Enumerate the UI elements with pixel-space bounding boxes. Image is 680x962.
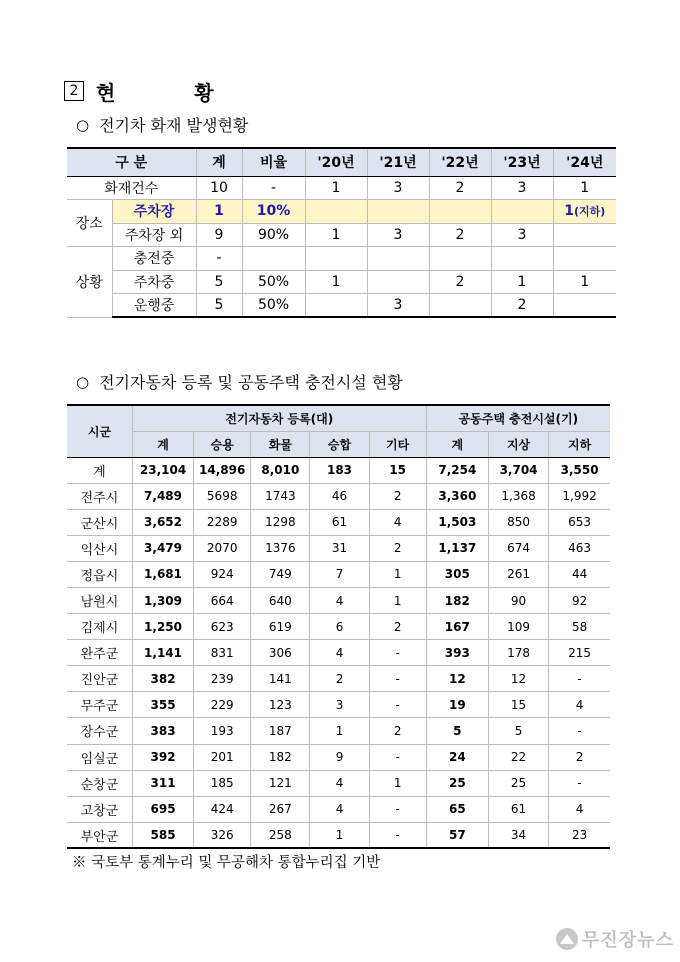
- table-cell: 585: [132, 822, 193, 848]
- row-label: 충전중: [112, 247, 196, 271]
- bullet-circle: ○: [76, 372, 90, 391]
- table-cell: [553, 247, 616, 271]
- table-cell: 90%: [242, 223, 305, 247]
- table-cell: -: [196, 247, 242, 271]
- table-cell: 65: [426, 796, 488, 822]
- header-ev-cargo: 화물: [251, 431, 310, 457]
- table-row: [67, 796, 610, 822]
- table-cell: 311: [132, 770, 193, 796]
- table-cell: 2: [429, 176, 491, 200]
- table-cell: 61: [488, 796, 548, 822]
- table-cell: 1376: [251, 535, 310, 561]
- subheading-ev: [76, 370, 403, 393]
- table-row: [67, 294, 616, 318]
- table-cell: 749: [251, 561, 310, 587]
- table-cell: 653: [549, 509, 610, 535]
- table-cell: 24: [426, 744, 488, 770]
- table-cell: 355: [132, 692, 193, 718]
- table-cell: 14,896: [194, 457, 251, 483]
- table-cell: 695: [132, 796, 193, 822]
- table-cell: 2070: [194, 535, 251, 561]
- table-cell: -: [549, 770, 610, 796]
- table-cell: 619: [251, 614, 310, 640]
- table-row: [67, 509, 610, 535]
- table-cell: [429, 200, 491, 224]
- table-row: [67, 561, 610, 587]
- region-cell: 부안군: [67, 822, 132, 848]
- table-row: [67, 666, 610, 692]
- table-cell: 7,489: [132, 483, 193, 509]
- region-cell: 장수군: [67, 718, 132, 744]
- row-label: 주차중: [112, 270, 196, 294]
- ev-header-row-1: [67, 405, 610, 431]
- region-cell: 순창군: [67, 770, 132, 796]
- fire-header-row: [67, 148, 616, 176]
- table-cell: 121: [251, 770, 310, 796]
- table-cell: [305, 200, 367, 224]
- table-cell: 4: [549, 796, 610, 822]
- table-cell: 44: [549, 561, 610, 587]
- table-cell: 1: [491, 270, 553, 294]
- table-cell: 831: [194, 640, 251, 666]
- row-label: 주차장: [112, 200, 196, 224]
- table-cell: 3,479: [132, 535, 193, 561]
- header-2024: '24년: [553, 148, 616, 176]
- table-cell: 1: [305, 223, 367, 247]
- table-cell: 306: [251, 640, 310, 666]
- table-cell: 9: [310, 744, 369, 770]
- table-cell: 31: [310, 535, 369, 561]
- table-cell: 178: [488, 640, 548, 666]
- region-cell: 임실군: [67, 744, 132, 770]
- table-cell: 109: [488, 614, 548, 640]
- header-category: 구 분: [67, 148, 196, 176]
- table-row: [67, 614, 610, 640]
- fire-incident-table: [67, 147, 616, 318]
- table-cell: -: [549, 718, 610, 744]
- table-cell: 90: [488, 587, 548, 613]
- table-cell: 1298: [251, 509, 310, 535]
- ev-registration-table: [67, 404, 610, 849]
- table-cell: 187: [251, 718, 310, 744]
- header-ev-van: 승합: [310, 431, 369, 457]
- table-cell: 1: [196, 200, 242, 224]
- table-cell: [491, 200, 553, 224]
- table-cell: 25: [488, 770, 548, 796]
- table-cell: [305, 294, 367, 318]
- table-cell: 383: [132, 718, 193, 744]
- table-cell: 1: [310, 822, 369, 848]
- table-cell: 15: [369, 457, 426, 483]
- table-cell: 2: [491, 294, 553, 318]
- table-cell: 23: [549, 822, 610, 848]
- table-cell: 25: [426, 770, 488, 796]
- subheading-ev-text: 전기자동차 등록 및 공동주택 충전시설 현황: [99, 373, 403, 392]
- table-cell: 10: [196, 176, 242, 200]
- table-row: [67, 535, 610, 561]
- table-cell: 12: [426, 666, 488, 692]
- table-cell: 1: [553, 270, 616, 294]
- ev-header-row-2: [67, 431, 610, 457]
- table-cell: 1,681: [132, 561, 193, 587]
- table-cell: 1,141: [132, 640, 193, 666]
- table-cell: [491, 247, 553, 271]
- table-cell: 305: [426, 561, 488, 587]
- table-cell: 215: [549, 640, 610, 666]
- table-cell: 3,652: [132, 509, 193, 535]
- table-cell: 1,503: [426, 509, 488, 535]
- table-cell: 201: [194, 744, 251, 770]
- table-cell: 664: [194, 587, 251, 613]
- table-cell: 2: [429, 223, 491, 247]
- header-2023: '23년: [491, 148, 553, 176]
- table-cell: 6: [310, 614, 369, 640]
- header-charge-total: 계: [426, 431, 488, 457]
- region-cell: 무주군: [67, 692, 132, 718]
- group-label-place: 장소: [67, 200, 112, 247]
- table-cell: 5: [196, 294, 242, 318]
- table-cell: 3,360: [426, 483, 488, 509]
- table-cell: [553, 223, 616, 247]
- region-cell: 익산시: [67, 535, 132, 561]
- table-cell: 382: [132, 666, 193, 692]
- region-cell: 진안군: [67, 666, 132, 692]
- header-ev-passenger: 승용: [194, 431, 251, 457]
- table-cell: 674: [488, 535, 548, 561]
- table-cell: 5: [488, 718, 548, 744]
- table-cell: 57: [426, 822, 488, 848]
- table-cell: 2: [369, 535, 426, 561]
- table-cell: 183: [310, 457, 369, 483]
- group-label-status: 상황: [67, 247, 112, 318]
- table-cell: 4: [310, 587, 369, 613]
- table-cell: [553, 294, 616, 318]
- table-cell: 123: [251, 692, 310, 718]
- table-cell: 258: [251, 822, 310, 848]
- bullet-circle: ○: [76, 115, 90, 134]
- header-ev-group: 전기자동차 등록(대): [132, 405, 426, 431]
- table-cell: -: [369, 796, 426, 822]
- table-cell: -: [369, 822, 426, 848]
- table-cell: 4: [310, 796, 369, 822]
- section-number: 2: [64, 81, 84, 101]
- table-cell: [367, 270, 429, 294]
- subheading-fire: [76, 113, 248, 136]
- table-cell: 182: [426, 587, 488, 613]
- header-2021: '21년: [367, 148, 429, 176]
- table-cell: 1,992: [549, 483, 610, 509]
- table-cell: 2: [369, 483, 426, 509]
- table-row: [67, 640, 610, 666]
- table-cell: 3,704: [488, 457, 548, 483]
- region-cell: 남원시: [67, 587, 132, 613]
- cell-note: (지하): [573, 205, 606, 219]
- table-cell: 267: [251, 796, 310, 822]
- table-cell: 3: [367, 294, 429, 318]
- table-row: [67, 270, 616, 294]
- table-cell: 23,104: [132, 457, 193, 483]
- table-cell: 623: [194, 614, 251, 640]
- table-row: [67, 247, 616, 271]
- table-cell: 167: [426, 614, 488, 640]
- table-cell: 5: [426, 718, 488, 744]
- region-cell: 완주군: [67, 640, 132, 666]
- header-total: 계: [196, 148, 242, 176]
- header-2022: '22년: [429, 148, 491, 176]
- cell-value: 1: [564, 203, 574, 220]
- table-cell: 463: [549, 535, 610, 561]
- watermark-logo-icon: [556, 928, 578, 950]
- table-row: [67, 822, 610, 848]
- table-cell: 10%: [242, 200, 305, 224]
- table-cell: 4: [310, 640, 369, 666]
- row-label: 주차장 외: [112, 223, 196, 247]
- table-cell: 9: [196, 223, 242, 247]
- table-cell: -: [369, 640, 426, 666]
- table-cell: 850: [488, 509, 548, 535]
- table-row: [67, 457, 610, 483]
- table-row: [67, 223, 616, 247]
- footnote: ※ 국토부 통계누리 및 무공해차 통합누리집 기반: [72, 855, 381, 871]
- header-charge-group: 공동주택 충전시설(기): [426, 405, 610, 431]
- table-cell: -: [369, 666, 426, 692]
- table-cell: [242, 247, 305, 271]
- region-cell: 전주시: [67, 483, 132, 509]
- table-cell: 182: [251, 744, 310, 770]
- table-cell: 5: [196, 270, 242, 294]
- table-cell: 7: [310, 561, 369, 587]
- table-cell: 1: [305, 176, 367, 200]
- table-cell: 2: [549, 744, 610, 770]
- row-label: 화재건수: [67, 176, 196, 200]
- table-cell: 2: [310, 666, 369, 692]
- table-cell: [305, 247, 367, 271]
- row-label: 운행중: [112, 294, 196, 318]
- table-row: [67, 718, 610, 744]
- table-cell: 46: [310, 483, 369, 509]
- table-cell: 3: [310, 692, 369, 718]
- table-cell: [429, 294, 491, 318]
- table-cell: 2289: [194, 509, 251, 535]
- table-cell: [553, 200, 616, 224]
- table-cell: 4: [369, 509, 426, 535]
- table-cell: 1743: [251, 483, 310, 509]
- watermark-text: 무진장뉴스: [582, 930, 674, 951]
- table-cell: -: [369, 692, 426, 718]
- table-cell: 229: [194, 692, 251, 718]
- table-cell: 50%: [242, 294, 305, 318]
- table-cell: 1: [369, 561, 426, 587]
- table-cell: -: [549, 666, 610, 692]
- ev-table-body: [67, 457, 610, 848]
- table-cell: 261: [488, 561, 548, 587]
- table-cell: 92: [549, 587, 610, 613]
- table-cell: 141: [251, 666, 310, 692]
- table-cell: 4: [310, 770, 369, 796]
- region-cell: 계: [67, 457, 132, 483]
- table-cell: 1: [553, 176, 616, 200]
- table-cell: [367, 200, 429, 224]
- table-cell: 4: [549, 692, 610, 718]
- table-cell: -: [242, 176, 305, 200]
- region-cell: 군산시: [67, 509, 132, 535]
- table-row: [67, 200, 616, 224]
- table-cell: -: [369, 744, 426, 770]
- header-charge-ground: 지상: [488, 431, 548, 457]
- table-cell: 424: [194, 796, 251, 822]
- table-cell: [367, 247, 429, 271]
- table-cell: 3: [491, 223, 553, 247]
- table-cell: 1,250: [132, 614, 193, 640]
- table-cell: 22: [488, 744, 548, 770]
- subheading-fire-text: 전기차 화재 발생현황: [99, 116, 249, 135]
- table-cell: 1,368: [488, 483, 548, 509]
- section-heading: [64, 76, 250, 106]
- header-ratio: 비율: [242, 148, 305, 176]
- table-cell: 34: [488, 822, 548, 848]
- table-cell: 58: [549, 614, 610, 640]
- header-2020: '20년: [305, 148, 367, 176]
- table-cell: 5698: [194, 483, 251, 509]
- table-cell: 1,309: [132, 587, 193, 613]
- table-cell: 326: [194, 822, 251, 848]
- table-cell: 193: [194, 718, 251, 744]
- table-cell: 393: [426, 640, 488, 666]
- table-row: [67, 483, 610, 509]
- table-cell: 2: [369, 718, 426, 744]
- table-cell: 19: [426, 692, 488, 718]
- table-cell: 3,550: [549, 457, 610, 483]
- table-cell: 50%: [242, 270, 305, 294]
- table-cell: 185: [194, 770, 251, 796]
- table-cell: 1: [310, 718, 369, 744]
- table-cell: 7,254: [426, 457, 488, 483]
- table-cell: 3: [367, 176, 429, 200]
- region-cell: 정읍시: [67, 561, 132, 587]
- header-ev-other: 기타: [369, 431, 426, 457]
- watermark: [556, 926, 674, 952]
- table-row: [67, 587, 610, 613]
- table-cell: 61: [310, 509, 369, 535]
- table-cell: 2: [429, 270, 491, 294]
- region-cell: 고창군: [67, 796, 132, 822]
- table-cell: 1: [305, 270, 367, 294]
- table-cell: 1,137: [426, 535, 488, 561]
- header-charge-underground: 지하: [549, 431, 610, 457]
- table-cell: 2: [369, 614, 426, 640]
- table-cell: [429, 247, 491, 271]
- table-row: [67, 744, 610, 770]
- section-title: 현 황: [96, 80, 250, 105]
- table-cell: 15: [488, 692, 548, 718]
- table-cell: 3: [491, 176, 553, 200]
- table-row: [67, 692, 610, 718]
- region-cell: 김제시: [67, 614, 132, 640]
- table-cell: 8,010: [251, 457, 310, 483]
- table-cell: 3: [367, 223, 429, 247]
- table-cell: 392: [132, 744, 193, 770]
- table-cell: 1: [369, 587, 426, 613]
- header-ev-total: 계: [132, 431, 193, 457]
- table-cell: 924: [194, 561, 251, 587]
- table-cell: 640: [251, 587, 310, 613]
- table-cell: 239: [194, 666, 251, 692]
- header-region: 시군: [67, 405, 132, 457]
- table-cell: 1: [369, 770, 426, 796]
- table-cell: 12: [488, 666, 548, 692]
- table-row: [67, 770, 610, 796]
- table-row: [67, 176, 616, 200]
